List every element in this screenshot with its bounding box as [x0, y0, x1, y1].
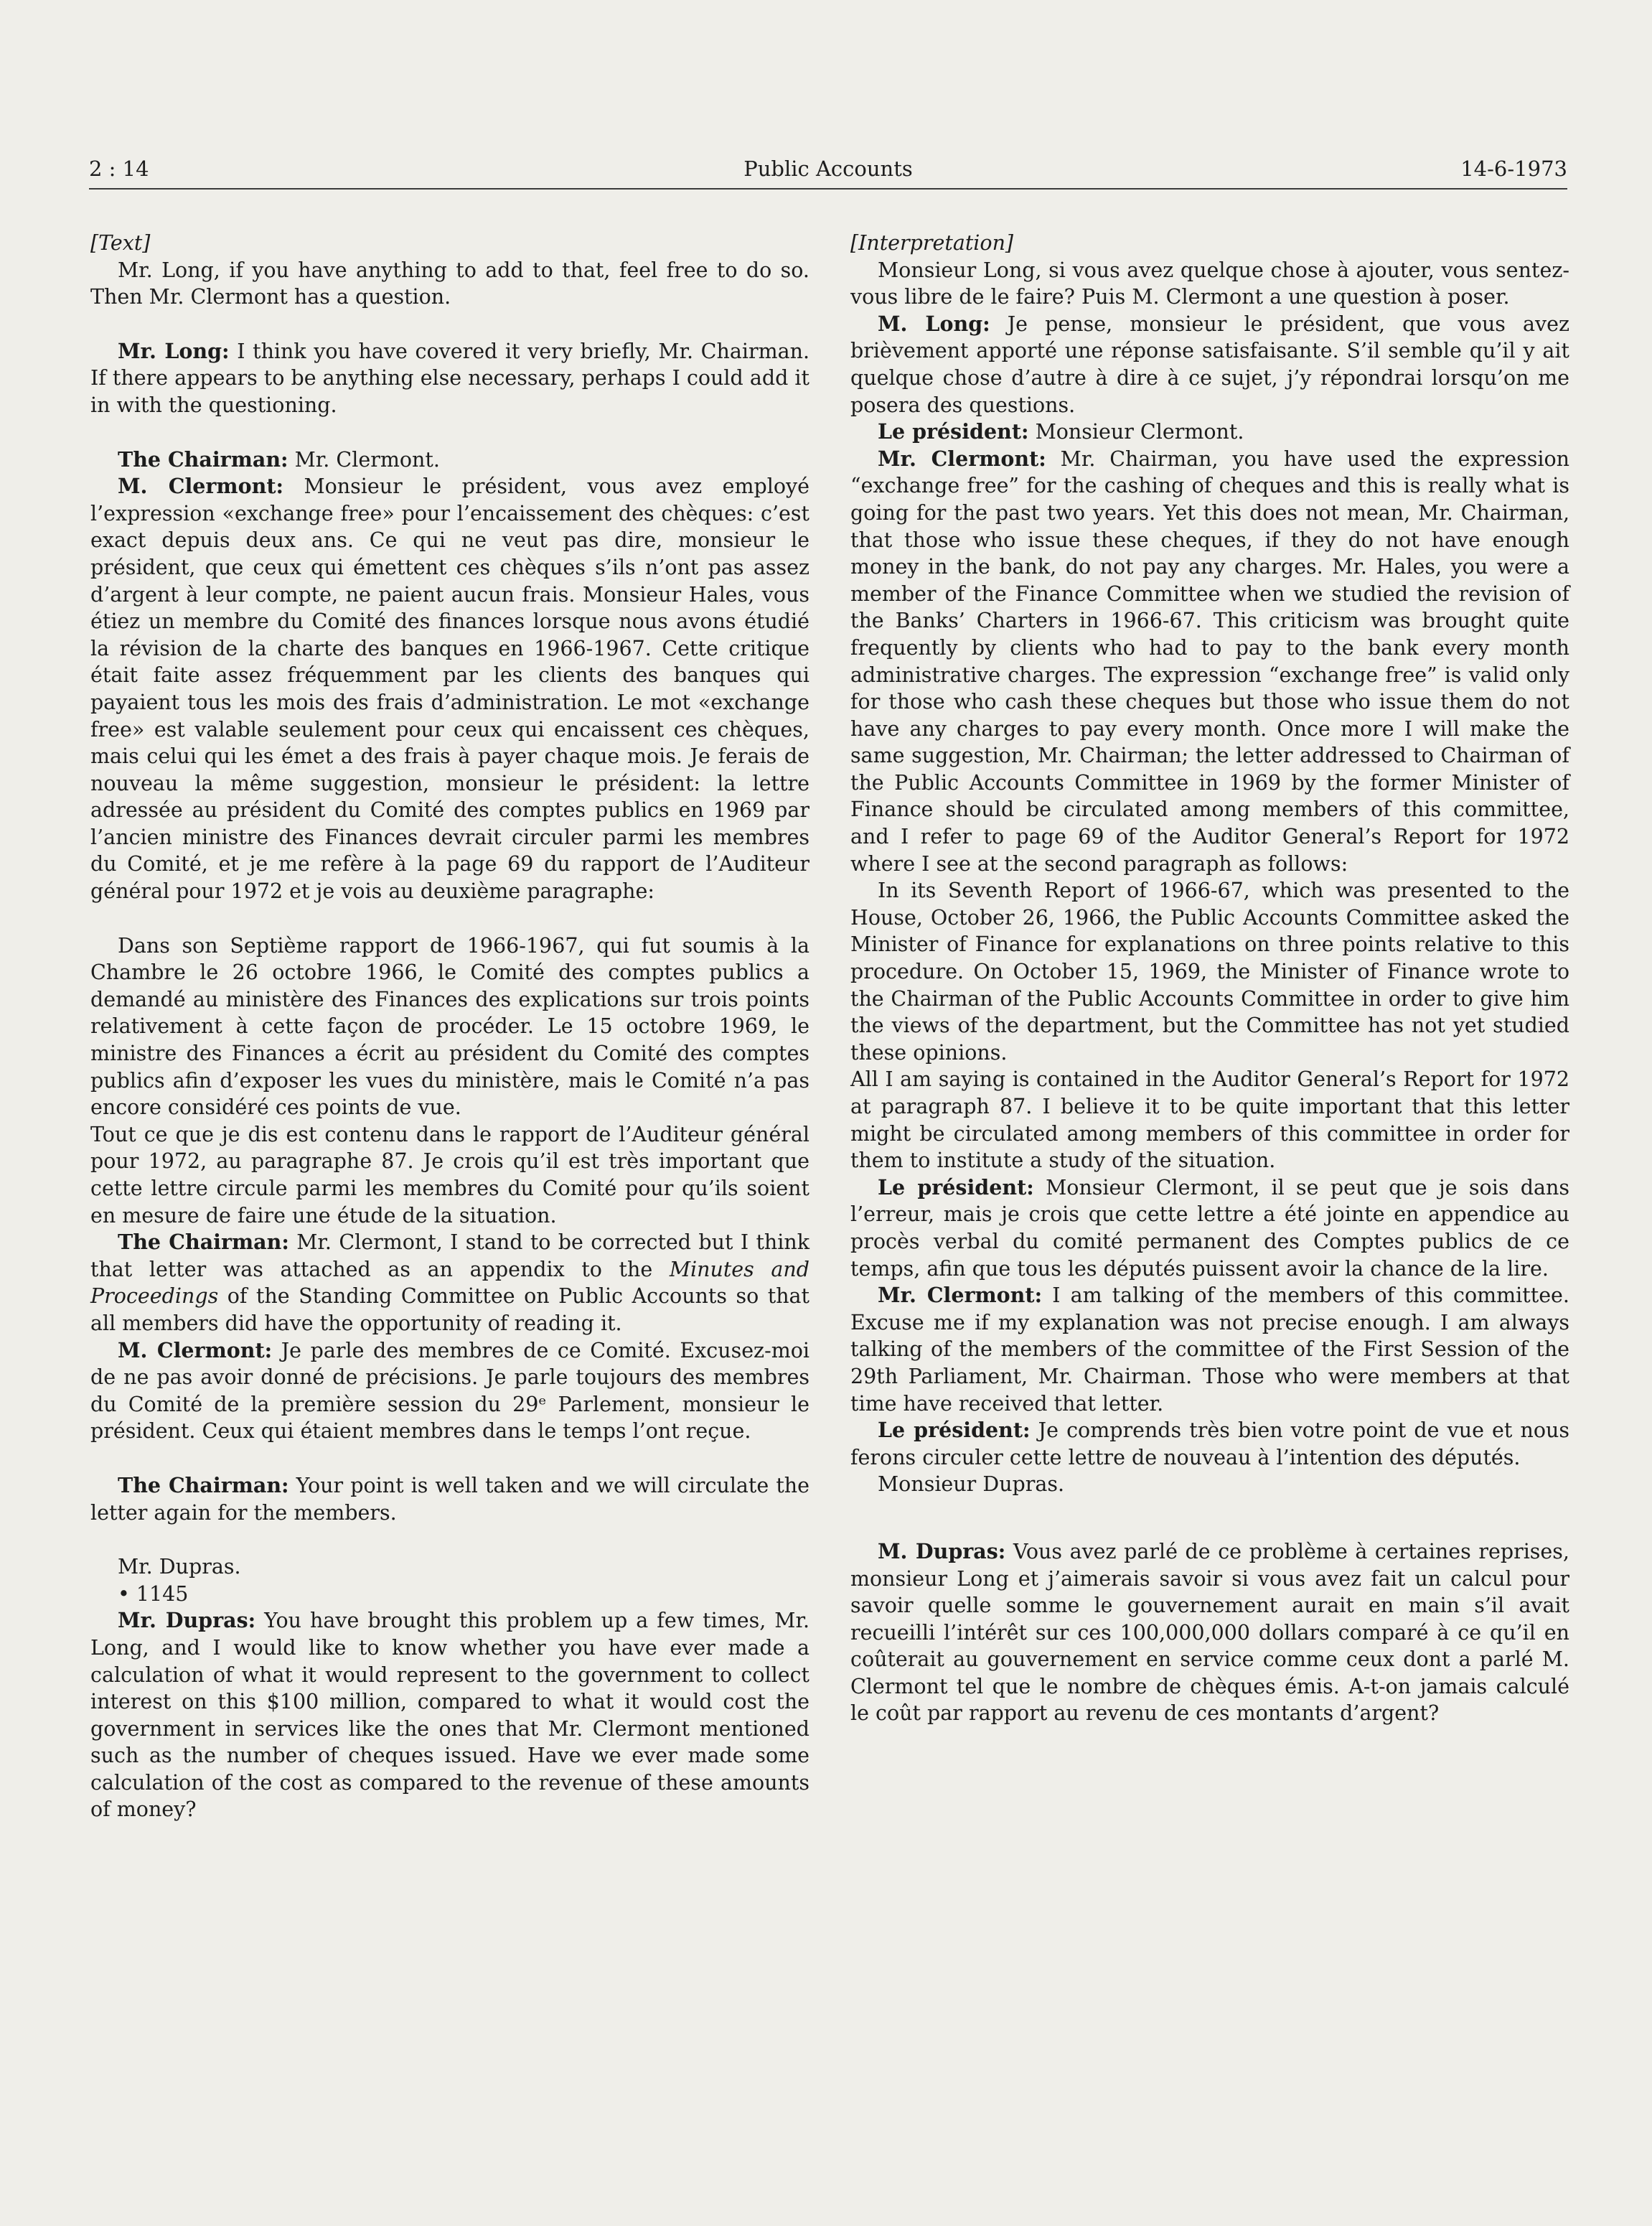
- paragraph: Mr. Long: I think you have covered it very briefly, Mr. Chairman. If there appears to be anything else necessary, perhaps I could add it in with the questioning.: [90, 338, 810, 417]
- paragraph: The Chairman: Mr. Clermont, I stand to be corrected but I think that letter was attached as an appendix to the Minutes and Proceedings of the Standing Committee on Public Accounts so that all members did have the opportunity of reading it.: [90, 1230, 809, 1335]
- speaker-name: Mr. Dupras:: [118, 1608, 256, 1633]
- paragraph: Le président: Je comprends très bien votre point de vue et nous ferons circuler cette lettre de nouveau à l’intention des députés.: [850, 1418, 1569, 1469]
- paragraph: Mr. Clermont: Mr. Chairman, you have used the expression “exchange free” for the cashing of cheques and this is really what is going for the past two years. Yet this does not mean, Mr. Chairman, that those who issue these cheques, if they do not have enough money in the bank, do not pay any charges. Mr. Hales, you were a member of the Finance Committee when we studied the revision of the Banks’ Charters in 1966-67. This criticism was brought quite frequently by clients who had to pay to the bank every month administrative charges. The expression “exchange free” is valid only for those who cash these cheques but those who issue them do not have any charges to pay every month. Once more I will make the same suggestion, Mr. Chairman; the letter addressed to Chairman of the Public Accounts Committee in 1969 by the former Minister of Finance should be circulated among members of this committee, and I refer to page 69 of the Auditor General’s Report for 1972 where I see at the second paragraph as follows:: [850, 446, 1569, 876]
- english-column: [90, 230, 809, 1823]
- french-column: [850, 230, 1569, 1727]
- block-quote: In its Seventh Report of 1966-67, which was presented to the House, October 26, 1966, the Public Accounts Committee asked the Minister of Finance for explanations on three points relative to this procedure. On October 15, 1969, the Minister of Finance wrote to the Chairman of the Public Accounts Committee in order to give him the views of the department, but the Committee has not yet studied these opinions.: [850, 879, 1569, 1065]
- publication-title: Minutes and Proceedings: [90, 1257, 809, 1309]
- speaker-name: Mr. Clermont:: [878, 446, 1046, 471]
- paragraph: M. Dupras: Vous avez parlé de ce problème à certaines reprises, monsieur Long et j’aimerais savoir si vous avez fait un calcul pour savoir quelle somme le gouvernement aurait en main s’il avait recueilli l’intérêt sur ces 100,000,000 dollars comparé à ce qu’il en coûterait au gouvernement en service comme ceux dont a parlé M. Clermont tel que le nombre de chèques émis. A-t-on jamais calculé le coût par rapport au revenu de ces montants d’argent?: [850, 1538, 1569, 1726]
- paragraph: M. Clermont: Monsieur le président, vous avez employé l’expression «exchange free» pour l’encaissement des chèques: c’est exact depuis deux ans. Ce qui ne veut pas dire, monsieur le président, que ceux qui émettent ces chèques s’ils n’ont pas assez d’argent à leur compte, ne paient aucun frais. Monsieur Hales, vous étiez un membre du Comité des finances lorsque nous avons étudié la révision de la charte des banques en 1966-1967. Cette critique était faite assez fréquemment par les clients des banques qui payaient tous les mois des frais d’administration. Le mot «exchange free» est valable seulement pour ceux qui encaissent ces chèques, mais celui qui les émet a des frais à payer chaque mois. Je ferais de nouveau la même suggestion, monsieur le président: la lettre adressée au président du Comité des comptes publics en 1969 par l’ancien ministre des Finances devrait circuler parmi les membres du Comité, et je me refère à la page 69 du rapport de l’Auditeur général pour 1972 et je vois au deuxième paragraphe:: [90, 474, 809, 904]
- speaker-name: Mr. Clermont:: [878, 1283, 1043, 1308]
- speaker-name: The Chairman:: [118, 446, 288, 472]
- speaker-name: The Chairman:: [118, 1230, 289, 1255]
- paragraph: All I am saying is contained in the Auditor General’s Report for 1972 at paragraph 87. I believe it to be quite important that this letter might be circulated among members of this committee in order for them to institute a study of the situation.: [850, 1067, 1569, 1173]
- speaker-name: M. Long:: [878, 311, 990, 336]
- speaker-name: M. Clermont:: [118, 474, 284, 499]
- speaker-name: Le président:: [878, 1174, 1034, 1199]
- block-quote: Dans son Septième rapport de 1966-1967, qui fut soumis à la Chambre le 26 octobre 1966, le Comité des comptes publics a demandé au ministère des Finances des explications sur trois points relativement à cette façon de procéder. Le 15 octobre 1969, le ministre des Finances a écrit au président du Comité des comptes publics afin d’exposer les vues du ministère, mais le Comité n’a pas encore considéré ces points de vue.: [90, 933, 809, 1120]
- paragraph: Tout ce que je dis est contenu dans le rapport de l’Auditeur général pour 1972, au paragraphe 87. Je crois qu’il est très important que cette lettre circule parmi les membres du Comité pour qu’ils soient en mesure de faire une étude de la situation.: [90, 1122, 809, 1227]
- paragraph: Monsieur Dupras.: [878, 1472, 1065, 1497]
- section-tag: [Interpretation]: [850, 231, 1014, 255]
- speaker-name: M. Clermont:: [118, 1337, 273, 1362]
- page-number: 2 : 14: [89, 156, 149, 181]
- page-header: [89, 152, 1567, 190]
- section-tag: [Text]: [90, 231, 151, 255]
- speaker-name: Le président:: [878, 1418, 1031, 1443]
- speaker-name: Mr. Long:: [118, 338, 230, 363]
- paragraph: Le président: Monsieur Clermont.: [878, 419, 1244, 444]
- speaker-name: The Chairman:: [118, 1472, 289, 1497]
- paragraph: Mr. Dupras: You have brought this problem up a few times, Mr. Long, and I would like to know whether you have ever made a calculation of what it would represent to the government to collect interest on this $100 million, compared to what it would cost the government in services like the ones that Mr. Clermont mentioned such as the number of cheques issued. Have we ever made some calculation of the cost as compared to the revenue of these amounts of money?: [90, 1608, 810, 1822]
- paragraph: The Chairman: Mr. Clermont.: [118, 446, 440, 472]
- paragraph: Monsieur Long, si vous avez quelque chose à ajouter, vous sentez-vous libre de le faire? Puis M. Clermont a une question à poser.: [850, 258, 1569, 309]
- speaker-name: Le président:: [878, 419, 1029, 444]
- paragraph: Mr. Long, if you have anything to add to that, feel free to do so. Then Mr. Clermont has a question.: [90, 258, 809, 309]
- paragraph: Mr. Dupras.: [118, 1555, 241, 1579]
- paragraph: Mr. Clermont: I am talking of the members of this committee. Excuse me if my explanation was not precise enough. I am always talking of the members of the committee of the First Session of the 29th Parliament, Mr. Chairman. Those who were members at that time have received that letter.: [850, 1283, 1569, 1416]
- time-marker: • 1145: [118, 1581, 189, 1606]
- paragraph: Le président: Monsieur Clermont, il se peut que je sois dans l’erreur, mais je crois que cette lettre a été jointe en appendice au procès verbal du comité permanent des Comptes publics de ce temps, afin que tous les députés puissent avoir la chance de la lire.: [850, 1174, 1569, 1281]
- header-date: 14-6-1973: [1460, 156, 1567, 181]
- paragraph: The Chairman: Your point is well taken and we will circulate the letter again for the members.: [90, 1472, 809, 1525]
- running-title: Public Accounts: [743, 156, 913, 181]
- speaker-name: M. Dupras:: [878, 1538, 1006, 1563]
- paragraph: M. Long: Je pense, monsieur le président, que vous avez brièvement apporté une réponse satisfaisante. S’il semble qu’il y ait quelque chose d’autre à dire à ce sujet, j’y répondrai lorsqu’on me posera des questions.: [850, 311, 1569, 417]
- paragraph: M. Clermont: Je parle des membres de ce Comité. Excusez-moi de ne pas avoir donné de précisions. Je parle toujours des membres du Comité de la première session du 29ᵉ Parlement, monsieur le président. Ceux qui étaient membres dans le temps l’ont reçue.: [90, 1337, 810, 1444]
